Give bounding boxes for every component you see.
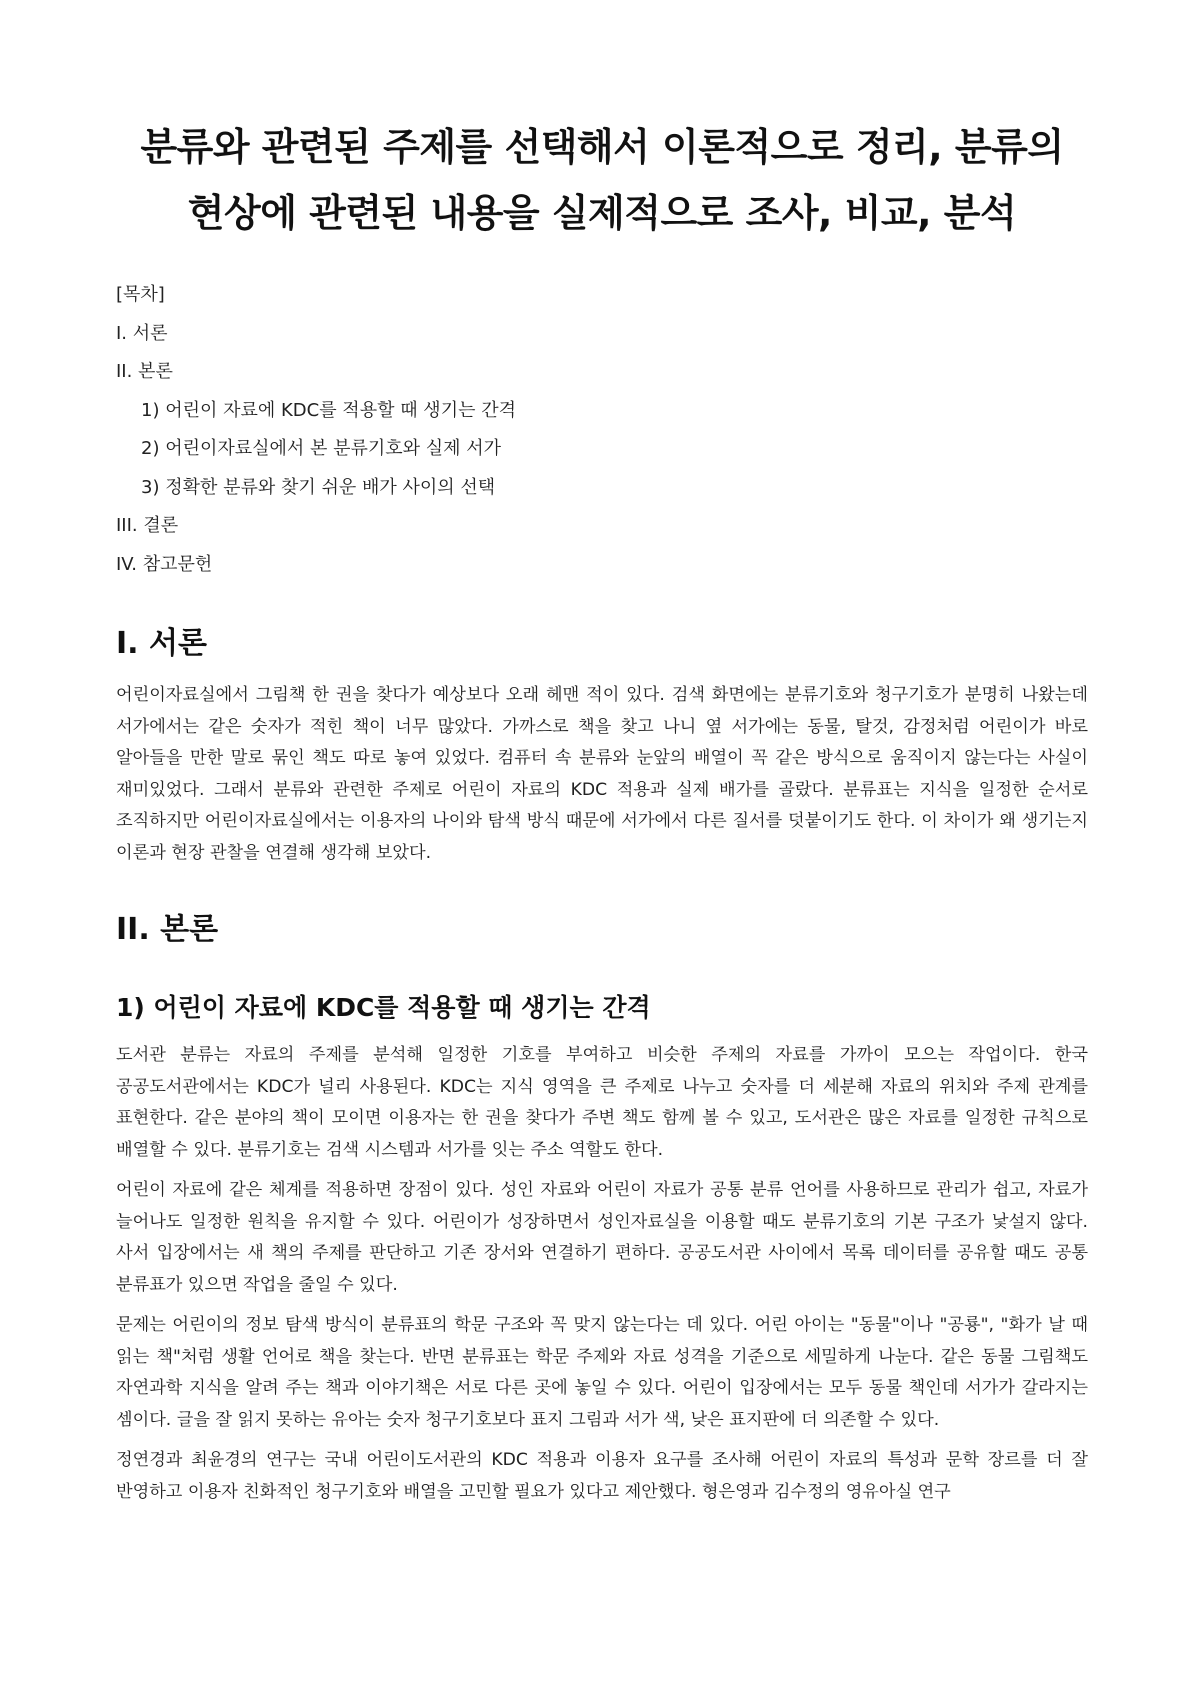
toc-item-references: IV. 참고문헌 [116, 553, 213, 575]
body-paragraph: 어린이 자료에 같은 체계를 적용하면 장점이 있다. 성인 자료와 어린이 자료가 공통 분류 언어를 사용하므로 관리가 쉽고, 자료가 늘어나도 일정한 원칙을 유지할 수 있다. 어린이가 성장하면서 성인자료실을 이용할 때도 분류기호의 기본 구조가 낯설지 않다. 사서 입장에서는 새 책의 주제를 판단하고 기존 장서와 연결하기 편하다. 공공도서관 사이에서 목록 데이터를 공유할 때도 공통 분류표가 있으면 작업을 줄일 수 있다. [116, 1180, 1088, 1295]
table-of-contents [116, 276, 1088, 584]
body-paragraph: 도서관 분류는 자료의 주제를 분석해 일정한 기호를 부여하고 비슷한 주제의 자료를 가까이 모으는 작업이다. 한국 공공도서관에서는 KDC가 널리 사용된다. KDC는 지식 영역을 큰 주제로 나누고 숫자를 더 세분해 자료의 위치와 주제 관계를 표현한다. 같은 분야의 책이 모이면 이용자는 한 권을 찾다가 주변 책도 함께 볼 수 있고, 도서관은 많은 자료를 일정한 규칙으로 배열할 수 있다. 분류기호는 검색 시스템과 서가를 잇는 주소 역할도 한다. [116, 1045, 1088, 1160]
toc-item-conclusion: III. 결론 [116, 515, 179, 536]
toc-item-body-1: 1) 어린이 자료에 KDC를 적용할 때 생기는 간격 [141, 399, 516, 421]
section-body [116, 906, 1088, 1508]
toc-item-introduction: I. 서론 [116, 322, 168, 344]
subsection-kdc-gap [116, 988, 1088, 1508]
spacer [116, 878, 1088, 906]
document-title: 분류와 관련된 주제를 선택해서 이론적으로 정리, 분류의 현상에 관련된 내용을 실제적으로 조사, 비교, 분석 [140, 125, 1064, 235]
toc-heading: [목차] [116, 284, 165, 305]
section-introduction [116, 620, 1088, 869]
spacer [116, 966, 1088, 988]
body-paragraph: 문제는 어린이의 정보 탐색 방식이 분류표의 학문 구조와 꼭 맞지 않는다는 데 있다. 어린 아이는 "동물"이나 "공룡", "화가 날 때 읽는 책"처럼 생활 언어로 책을 찾는다. 반면 분류표는 학문 주제와 자료 성격을 기준으로 세밀하게 나눈다. 같은 동물 그림책도 자연과학 지식을 알려 주는 책과 이야기책은 서로 다른 곳에 놓일 수 있다. 어린이 입장에서는 모두 동물 책인데 서가가 갈라지는 셈이다. 글을 잘 읽지 못하는 유아는 숫자 청구기호보다 표지 그림과 서가 색, 낮은 표지판에 더 의존할 수 있다. [116, 1315, 1088, 1430]
body-paragraph: 정연경과 최윤경의 연구는 국내 어린이도서관의 KDC 적용과 이용자 요구를 조사해 어린이 자료의 특성과 문학 장르를 더 잘 반영하고 이용자 친화적인 청구기호와 배열을 고민할 필요가 있다고 제안했다. 형은영과 김수정의 영유아실 연구 [116, 1450, 1088, 1502]
subsection-heading: 1) 어린이 자료에 KDC를 적용할 때 생기는 간격 [116, 993, 651, 1022]
section-heading: I. 서론 [116, 626, 207, 661]
intro-paragraph: 어린이자료실에서 그림책 한 권을 찾다가 예상보다 오래 헤맨 적이 있다. 검색 화면에는 분류기호와 청구기호가 분명히 나왔는데 서가에서는 같은 숫자가 적힌 책이 너무 많았다. 가까스로 책을 찾고 나니 옆 서가에는 동물, 탈것, 감정처럼 어린이가 바로 알아들을 만한 말로 묶인 책도 따로 놓여 있었다. 컴퓨터 속 분류와 눈앞의 배열이 꼭 같은 방식으로 움직이지 않는다는 사실이 재미있었다. 그래서 분류와 관련한 주제로 어린이 자료의 KDC 적용과 실제 배가를 골랐다. 분류표는 지식을 일정한 순서로 조직하지만 어린이자료실에서는 이용자의 나이와 탐색 방식 때문에 서가에서 다른 질서를 덧붙이기도 한다. 이 차이가 왜 생기는지 이론과 현장 관찰을 연결해 생각해 보았다. [116, 685, 1088, 863]
toc-item-body: II. 본론 [116, 361, 173, 382]
toc-item-body-3: 3) 정확한 분류와 찾기 쉬운 배가 사이의 선택 [141, 476, 496, 498]
toc-item-body-2: 2) 어린이자료실에서 본 분류기호와 실제 서가 [141, 438, 502, 459]
section-heading: II. 본론 [116, 912, 219, 947]
